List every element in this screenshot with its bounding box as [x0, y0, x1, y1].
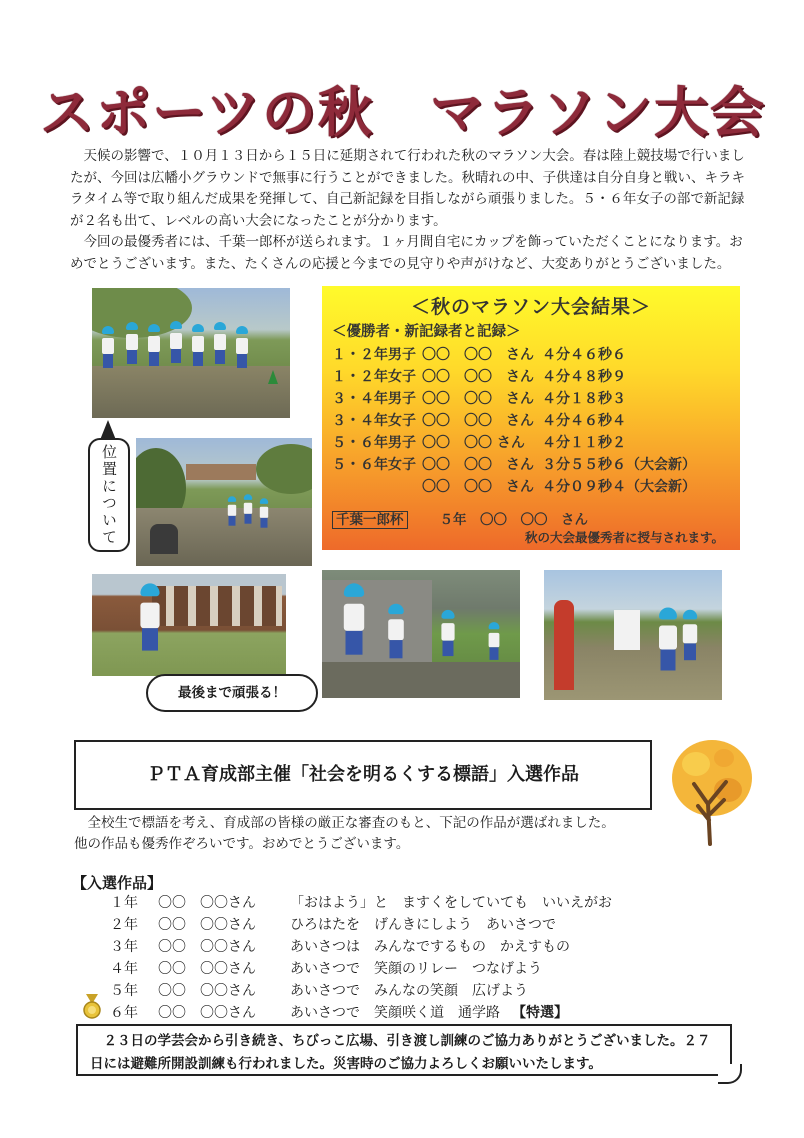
- results-subtitle: ＜優勝者・新記録者と記録＞: [332, 324, 521, 340]
- speech-tail: [100, 420, 116, 440]
- result-name: 〇〇 〇〇 さん: [422, 457, 534, 473]
- page-title: スポーツの秋 マラソン大会: [40, 81, 766, 144]
- slogan-intro-line-2: 他の作品も優秀作ぞろいです。おめでとうございます。: [74, 836, 410, 852]
- result-time: ４分４６秒４: [542, 413, 626, 429]
- entry-name: 〇〇 〇〇さん: [158, 917, 256, 933]
- intro-text: [70, 146, 750, 275]
- photo-finish: [544, 570, 722, 700]
- award-note: 秋の大会最優秀者に授与されます。: [524, 530, 724, 545]
- entry-name: 〇〇 〇〇さん: [158, 961, 256, 977]
- entry-slogan: あいさつで 笑顔のリレー つなげよう: [290, 961, 542, 977]
- result-category: １・２年男子: [332, 347, 416, 363]
- entry-name: 〇〇 〇〇さん: [158, 1005, 256, 1021]
- list-item: [110, 958, 542, 978]
- slogan-intro: [74, 813, 674, 855]
- photo-runners-wall: [322, 570, 520, 698]
- award-line: [332, 508, 588, 528]
- result-name: 〇〇 〇〇 さん: [422, 391, 534, 407]
- speech-bubble-last: 最後まで頑張る！: [146, 674, 318, 712]
- note-text: ２３日の学芸会から引き続き、ちびっこ広場、引き渡し訓練のご協力ありがとうございました。２７日には避難所開設訓練も行われました。災害時のご協力よろしくお願いいたします。: [90, 1033, 711, 1072]
- entry-grade: ３年: [110, 939, 138, 955]
- entry-name: 〇〇 〇〇さん: [158, 983, 256, 999]
- award-winner: ５年 〇〇 〇〇 さん: [439, 512, 588, 528]
- entry-grade: １年: [110, 895, 138, 911]
- result-time: ４分１１秒２: [542, 435, 626, 451]
- result-category: ３・４年男子: [332, 391, 416, 407]
- result-row: [332, 388, 626, 408]
- list-item: [110, 892, 612, 912]
- slogan-banner: ＰＴＡ育成部主催「社会を明るくする標語」入選作品: [74, 740, 652, 810]
- entry-name: 〇〇 〇〇さん: [158, 939, 256, 955]
- award-label: 千葉一郎杯: [332, 511, 408, 529]
- photo-course: [136, 438, 312, 566]
- photo-runner-building: [92, 574, 286, 676]
- result-row: [332, 366, 626, 386]
- result-name: 〇〇 〇〇 さん: [422, 435, 525, 451]
- entry-slogan: あいさつで 笑顔咲く道 通学路: [290, 1005, 500, 1021]
- marathon-results-box: [322, 286, 740, 550]
- list-item: [110, 914, 556, 934]
- entry-grade: ４年: [110, 961, 138, 977]
- note-box: [76, 1024, 732, 1076]
- result-category: ３・４年女子: [332, 413, 416, 429]
- result-row: [332, 344, 626, 364]
- result-name: 〇〇 〇〇 さん: [422, 369, 534, 385]
- intro-paragraph-2: 今回の最優秀者には、千葉一郎杯が送られます。１ヶ月間自宅にカップを飾っていただくことになります。おめでとうございます。また、たくさんの応援と今までの見守りや声がけなど、大変ありがとうございました。: [70, 234, 743, 272]
- result-time: ４分４８秒９: [542, 369, 626, 385]
- autumn-tree-icon: [668, 734, 756, 846]
- result-name: 〇〇 〇〇 さん: [422, 413, 534, 429]
- result-name: 〇〇 〇〇 さん: [422, 347, 534, 363]
- note-curl: [718, 1064, 742, 1084]
- slogan-intro-line-1: 全校生で標語を考え、育成部の皆様の厳正な審査のもと、下記の作品が選ばれました。: [87, 815, 615, 831]
- speech-bubble-position: 位置について: [88, 438, 130, 552]
- result-row: [332, 432, 626, 452]
- entry-grade: ６年: [110, 1005, 138, 1021]
- result-name: 〇〇 〇〇 さん: [422, 479, 534, 495]
- result-time: ４分４６秒６: [542, 347, 626, 363]
- result-row: [332, 476, 696, 496]
- photo-start-line: [92, 288, 290, 418]
- result-category: ５・６年女子: [332, 457, 416, 473]
- result-category: ５・６年男子: [332, 435, 416, 451]
- entry-grade: ５年: [110, 983, 138, 999]
- list-item: [110, 1002, 568, 1022]
- medal-icon: [82, 994, 102, 1020]
- result-row: [332, 410, 626, 430]
- result-time: ４分０９秒４（大会新）: [542, 479, 696, 495]
- entry-slogan: 「おはよう」と ますくをしていても いいえがお: [290, 895, 612, 911]
- result-row: [332, 454, 696, 474]
- entries-heading: 【入選作品】: [72, 874, 163, 892]
- list-item: [110, 936, 570, 956]
- special-award-badge: 【特選】: [512, 1005, 568, 1021]
- entry-name: 〇〇 〇〇さん: [158, 895, 256, 911]
- entry-slogan: ひろはたを げんきにしよう あいさつで: [290, 917, 556, 933]
- result-time: ４分１８秒３: [542, 391, 626, 407]
- result-time: ３分５５秒６（大会新）: [542, 457, 696, 473]
- results-title: ＜秋のマラソン大会結果＞: [410, 296, 651, 318]
- list-item: [110, 980, 528, 1000]
- intro-paragraph-1: 天候の影響で、１０月１３日から１５日に延期されて行われた秋のマラソン大会。春は陸上競技場で行いましたが、今回は広幡小グラウンドで無事に行うことができました。秋晴れの中、子供達は自分自身と戦い、キラキラタイム等で取り組んだ成果を発揮して、自己新記録を目指しながら頑張りました。５・６年女子の部で新記録が２名も出て、レベルの高い大会になったことが分かります。: [70, 148, 745, 229]
- result-category: １・２年女子: [332, 369, 416, 385]
- entry-slogan: あいさつで みんなの笑顔 広げよう: [290, 983, 528, 999]
- entry-slogan: あいさつは みんなでするもの かえすもの: [290, 939, 570, 955]
- entry-grade: ２年: [110, 917, 138, 933]
